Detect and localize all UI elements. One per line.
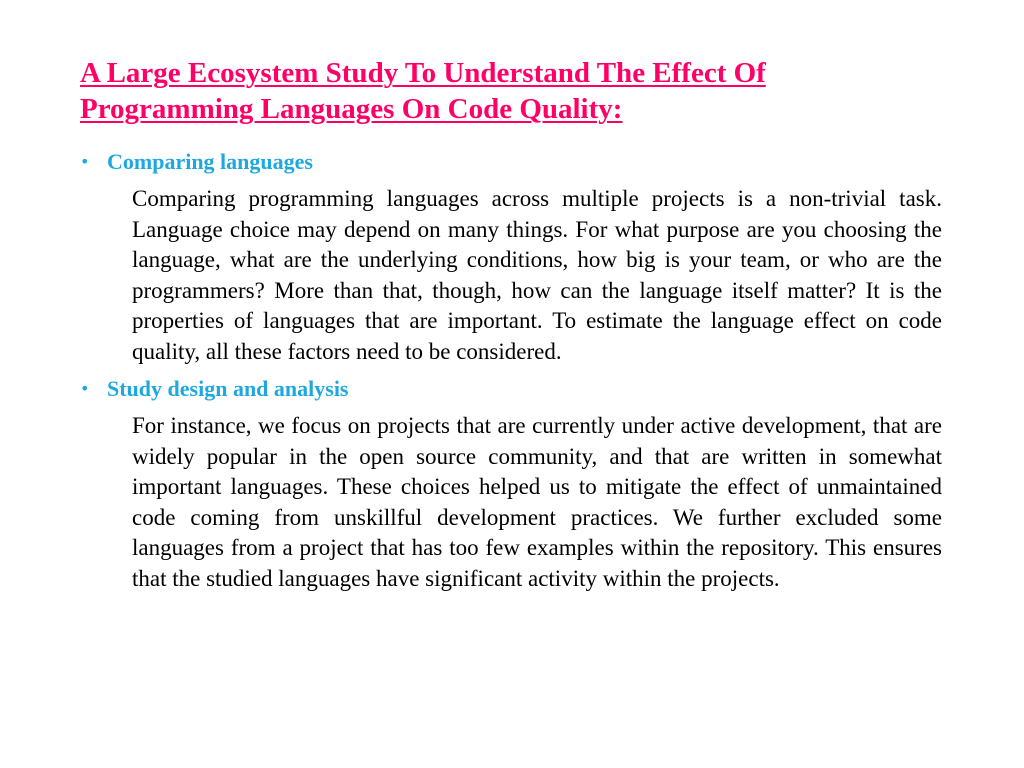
section-list	[80, 146, 942, 600]
section-body: Comparing programming languages across multiple projects is a non-trivial task. Language choice may depend on many things. For what purpose are you choosing the language, what are the underlying conditions, how big is your team, or who are the programmers? More than that, though, how can the language itself matter? It is the properties of languages that are important. To estimate the language effect on code quality, all these factors need to be considered.	[132, 186, 942, 364]
section-heading-row	[80, 373, 942, 405]
section-heading: Comparing languages	[107, 149, 313, 174]
section-comparing-languages	[80, 146, 942, 367]
bullet-icon: •	[80, 379, 90, 398]
section-body: For instance, we focus on projects that are currently under active development, that are widely popular in the open source community, and that are written in somewhat important languages. These choices helped us to mitigate the effect of unmaintained code coming from unskillful development practices. We further excluded some languages from a project that has too few examples within the repository. This ensures that the studied languages have significant activity within the projects.	[132, 413, 942, 591]
bullet-icon: •	[80, 152, 90, 171]
section-heading-row	[80, 146, 942, 178]
slide-title: A Large Ecosystem Study To Understand The Effect Of Programming Languages On Code Quality:	[80, 57, 766, 125]
section-heading: Study design and analysis	[107, 376, 349, 401]
section-study-design	[80, 373, 942, 594]
